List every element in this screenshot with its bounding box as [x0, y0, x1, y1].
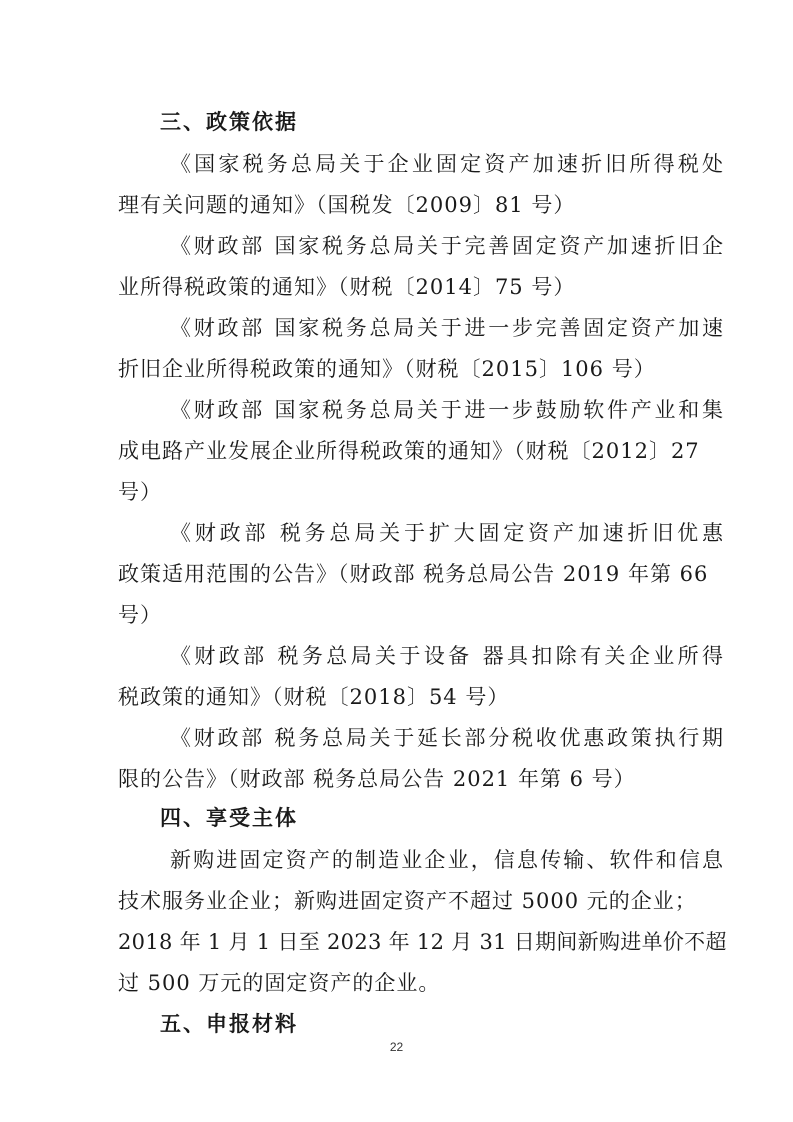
beneficiary-line-1: 新购进固定资产的制造业企业，信息传输、软件和信息 [170, 848, 723, 872]
reference-2-line-1: 《财政部 国家税务总局关于完善固定资产加速折旧企 [170, 234, 723, 258]
reference-5-line-3: 号） [118, 603, 162, 627]
reference-7-line-2: 限的公告》（财政部 税务总局公告 2021 年第 6 号） [118, 767, 636, 791]
reference-7-line-1: 《财政部 税务总局关于延长部分税收优惠政策执行期 [170, 726, 723, 750]
reference-6-line-1: 《财政部 税务总局关于设备 器具扣除有关企业所得 [170, 644, 723, 668]
section-heading-beneficiary: 四、享受主体 [160, 806, 298, 830]
reference-1-line-1: 《国家税务总局关于企业固定资产加速折旧所得税处 [170, 152, 723, 176]
beneficiary-line-2: 技术服务业企业；新购进固定资产不超过 5000 元的企业； [118, 889, 697, 913]
reference-5-line-2: 政策适用范围的公告》（财政部 税务总局公告 2019 年第 66 [118, 562, 709, 586]
beneficiary-line-3: 2018 年 1 月 1 日至 2023 年 12 月 31 日期间新购进单价不超 [118, 930, 727, 954]
page-number: 22 [389, 1040, 404, 1054]
reference-4-line-3: 号） [118, 480, 162, 504]
reference-6-line-2: 税政策的通知》（财税〔2018〕54 号） [118, 685, 510, 709]
beneficiary-line-4: 过 500 万元的固定资产的企业。 [118, 971, 441, 995]
section-heading-policy-basis: 三、政策依据 [160, 110, 298, 134]
reference-3-line-1: 《财政部 国家税务总局关于进一步完善固定资产加速 [170, 316, 723, 340]
reference-5-line-1: 《财政部 税务总局关于扩大固定资产加速折旧优惠 [170, 521, 723, 545]
reference-4-line-1: 《财政部 国家税务总局关于进一步鼓励软件产业和集 [170, 398, 723, 422]
reference-3-line-2: 折旧企业所得税政策的通知》（财税〔2015〕106 号） [118, 357, 656, 381]
reference-1-line-2: 理有关问题的通知》（国税发〔2009〕81 号） [118, 193, 576, 217]
section-heading-materials: 五、申报材料 [160, 1012, 298, 1036]
reference-4-line-2: 成电路产业发展企业所得税政策的通知》（财税〔2012〕27 [118, 439, 700, 463]
reference-2-line-2: 业所得税政策的通知》（财税〔2014〕75 号） [118, 275, 576, 299]
